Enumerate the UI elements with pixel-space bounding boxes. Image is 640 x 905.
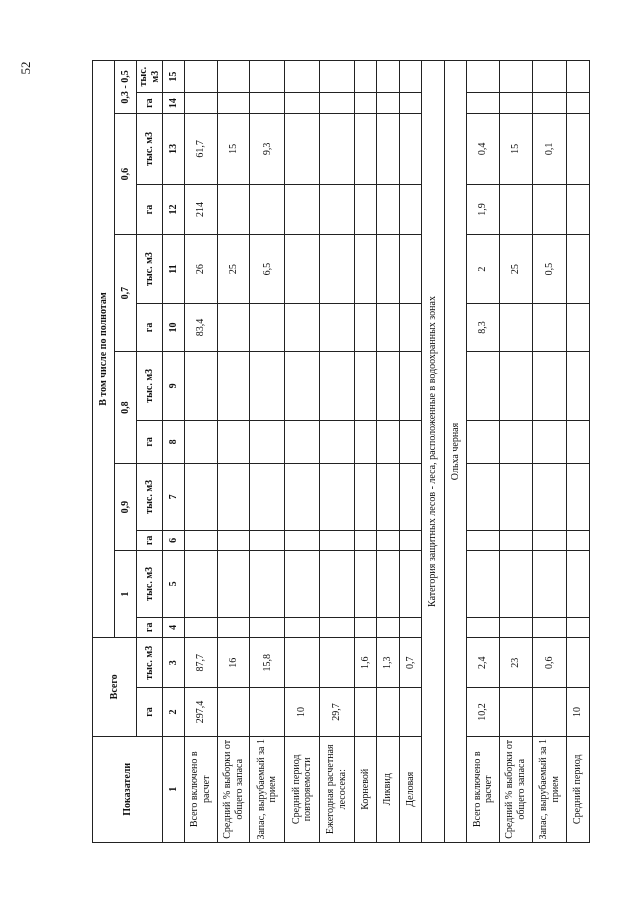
table-cell (285, 303, 320, 351)
table-cell: 10,2 (467, 688, 500, 736)
section-row (422, 61, 445, 843)
column-number: 14 (163, 93, 185, 114)
table-cell (354, 235, 377, 304)
table-cell (567, 464, 590, 530)
table-cell (467, 551, 500, 617)
column-number: 2 (163, 688, 185, 736)
table-cell (377, 351, 400, 420)
table-cell (532, 617, 567, 638)
table-cell (250, 551, 285, 617)
table-cell (532, 420, 567, 464)
table-cell (285, 113, 320, 184)
table-cell (250, 617, 285, 638)
table-cell (319, 184, 354, 234)
table-cell (217, 464, 250, 530)
column-number: 12 (163, 184, 185, 234)
table-cell (467, 617, 500, 638)
page-number: 52 (18, 61, 33, 75)
table-cell (499, 351, 532, 420)
table-cell (399, 303, 422, 351)
table-cell (567, 303, 590, 351)
table-cell (354, 464, 377, 530)
table-cell (377, 688, 400, 736)
unit-volume-header: тыс. м3 (137, 551, 163, 617)
table-row (285, 61, 320, 843)
density-header: 0,8 (115, 351, 137, 463)
unit-ha-header: га (137, 420, 163, 464)
density-header: 0,6 (115, 113, 137, 234)
table-cell (354, 303, 377, 351)
table-cell: 0,7 (399, 638, 422, 688)
table-cell (319, 351, 354, 420)
table-cell (377, 303, 400, 351)
species-caption: Ольха черная (444, 61, 467, 843)
table-cell (377, 464, 400, 530)
table-cell (217, 61, 250, 93)
table-cell (399, 113, 422, 184)
table-cell (499, 61, 532, 93)
table-cell (399, 617, 422, 638)
table-cell (567, 530, 590, 551)
table-cell: 8,3 (467, 303, 500, 351)
table-cell (354, 351, 377, 420)
table-cell (532, 61, 567, 93)
table-cell (377, 113, 400, 184)
column-number: 4 (163, 617, 185, 638)
unit-volume-header: тыс. м3 (137, 235, 163, 304)
table-cell (399, 93, 422, 114)
unit-volume-header: тыс. м3 (137, 638, 163, 688)
table-cell (499, 420, 532, 464)
table-cell (467, 93, 500, 114)
row-label: Ликвид (377, 736, 400, 842)
table-cell: 0,1 (532, 113, 567, 184)
row-label: Запас, вырубаемый за 1 прием (250, 736, 285, 842)
table-cell (567, 235, 590, 304)
table-cell (319, 551, 354, 617)
table-cell (377, 184, 400, 234)
table-row (567, 61, 590, 843)
table-cell: 6,5 (250, 235, 285, 304)
table-cell (185, 351, 218, 420)
table-cell (399, 530, 422, 551)
table-cell (319, 638, 354, 688)
table-cell: 0,4 (467, 113, 500, 184)
table-cell (250, 184, 285, 234)
row-label: Корневой (354, 736, 377, 842)
table-cell (567, 617, 590, 638)
table-cell (285, 420, 320, 464)
table-row (532, 61, 567, 843)
table-cell (285, 93, 320, 114)
table-cell: 297,4 (185, 688, 218, 736)
header-total: Всего (93, 638, 137, 736)
table-cell: 0,6 (532, 638, 567, 688)
table-cell (567, 420, 590, 464)
table-cell (285, 530, 320, 551)
row-label: Средний период повторяемости (285, 736, 320, 842)
row-label: Всего включено в расчет (467, 736, 500, 842)
table-cell (285, 638, 320, 688)
table-cell (377, 617, 400, 638)
table-cell (499, 530, 532, 551)
table-body-main (185, 61, 590, 843)
table-cell: 15 (499, 113, 532, 184)
table-cell (399, 61, 422, 93)
table-cell: 214 (185, 184, 218, 234)
unit-ha-header: га (137, 530, 163, 551)
table-cell: 26 (185, 235, 218, 304)
table-cell (532, 184, 567, 234)
row-label: Деловая (399, 736, 422, 842)
table-cell (217, 551, 250, 617)
table-row (377, 61, 400, 843)
column-number: 15 (163, 61, 185, 93)
table-cell: 10 (567, 688, 590, 736)
table-cell (499, 184, 532, 234)
table-cell (399, 235, 422, 304)
table-cell (319, 420, 354, 464)
table-cell (217, 530, 250, 551)
unit-header-row (137, 61, 163, 843)
table-cell (499, 303, 532, 351)
table-cell (250, 688, 285, 736)
column-number-row (163, 61, 185, 843)
table-cell (532, 93, 567, 114)
column-number: 13 (163, 113, 185, 184)
unit-ha-header: га (137, 303, 163, 351)
table-cell (250, 93, 285, 114)
table-cell (354, 688, 377, 736)
table-cell: 23 (499, 638, 532, 688)
unit-volume-header: тыс. м3 (137, 113, 163, 184)
table-row (399, 61, 422, 843)
column-number: 3 (163, 638, 185, 688)
table-cell (217, 303, 250, 351)
table-cell (532, 688, 567, 736)
table-cell (217, 351, 250, 420)
table-cell (250, 61, 285, 93)
unit-volume-header: тыс. м3 (137, 61, 163, 93)
table-cell (467, 351, 500, 420)
table-cell (399, 464, 422, 530)
table-row (250, 61, 285, 843)
table-cell (250, 464, 285, 530)
unit-ha-header: га (137, 617, 163, 638)
table-cell (185, 420, 218, 464)
table-cell (285, 617, 320, 638)
column-number: 5 (163, 551, 185, 617)
table-cell (354, 113, 377, 184)
table-cell (377, 420, 400, 464)
table-cell: 1,9 (467, 184, 500, 234)
table-cell (185, 551, 218, 617)
table-row (185, 61, 218, 843)
table-cell (532, 351, 567, 420)
table-cell (467, 61, 500, 93)
density-header: 0,3 - 0,5 (115, 61, 137, 114)
table-cell (185, 61, 218, 93)
table-cell (399, 551, 422, 617)
section-row (444, 61, 467, 843)
table-cell: 10 (285, 688, 320, 736)
table-cell (354, 93, 377, 114)
table-cell (354, 530, 377, 551)
table-cell (319, 61, 354, 93)
table-cell (377, 530, 400, 551)
table-cell: 15 (217, 113, 250, 184)
row-label: Запас, вырубаемый за 1 прием (532, 736, 567, 842)
table-cell (532, 464, 567, 530)
row-label: Средний период (567, 736, 590, 842)
table-cell (467, 464, 500, 530)
column-number: 9 (163, 351, 185, 420)
table-cell (377, 93, 400, 114)
table-cell (250, 351, 285, 420)
table-cell (567, 638, 590, 688)
table-cell: 1,3 (377, 638, 400, 688)
table-cell (399, 184, 422, 234)
column-number: 10 (163, 303, 185, 351)
table-cell (217, 93, 250, 114)
table-cell (319, 93, 354, 114)
table-cell (499, 551, 532, 617)
table-row (217, 61, 250, 843)
table-cell (285, 551, 320, 617)
table-cell (499, 688, 532, 736)
column-number: 7 (163, 464, 185, 530)
table-cell (567, 184, 590, 234)
table-cell (185, 464, 218, 530)
row-label: Средний % выборки от общего запаса (499, 736, 532, 842)
table-cell (285, 235, 320, 304)
table-cell (319, 303, 354, 351)
table-cell (499, 464, 532, 530)
table-cell (467, 420, 500, 464)
row-label: Всего включено в расчет (185, 736, 218, 842)
cutting-calculation-table (92, 60, 590, 843)
table-cell (217, 617, 250, 638)
table-cell (377, 61, 400, 93)
table-cell (467, 530, 500, 551)
table-cell (377, 551, 400, 617)
table-cell: 1,6 (354, 638, 377, 688)
table-row (319, 61, 354, 843)
table-cell (285, 464, 320, 530)
table-cell (285, 61, 320, 93)
table-cell: 15,8 (250, 638, 285, 688)
table-cell (567, 93, 590, 114)
density-header: 0,7 (115, 235, 137, 352)
table-cell (499, 617, 532, 638)
table-cell (250, 303, 285, 351)
table-cell: 25 (217, 235, 250, 304)
table-cell: 87,7 (185, 638, 218, 688)
header-indicators: Показатели (93, 736, 163, 842)
table-cell (185, 530, 218, 551)
table-cell (185, 93, 218, 114)
table-cell (567, 551, 590, 617)
table-cell (354, 617, 377, 638)
table-cell (354, 551, 377, 617)
table-cell (250, 420, 285, 464)
table-row (499, 61, 532, 843)
table-cell (250, 530, 285, 551)
table-cell (567, 351, 590, 420)
density-header: 1 (115, 551, 137, 638)
density-header: 0,9 (115, 464, 137, 551)
table-cell: 16 (217, 638, 250, 688)
table-cell (354, 184, 377, 234)
unit-ha-header: га (137, 93, 163, 114)
table-cell (399, 420, 422, 464)
table-cell (532, 530, 567, 551)
table-cell: 0,5 (532, 235, 567, 304)
table-cell: 2,4 (467, 638, 500, 688)
header-by-density: В том числе по полнотам (93, 61, 115, 638)
table-cell: 9,3 (250, 113, 285, 184)
table-cell (399, 688, 422, 736)
column-number: 11 (163, 235, 185, 304)
unit-volume-header: тыс. м3 (137, 464, 163, 530)
table-cell: 25 (499, 235, 532, 304)
table-cell (532, 303, 567, 351)
table-cell (354, 420, 377, 464)
table-cell (567, 113, 590, 184)
table-cell (499, 93, 532, 114)
table-cell (285, 184, 320, 234)
unit-volume-header: тыс. м3 (137, 351, 163, 420)
table-cell: 29,7 (319, 688, 354, 736)
table-cell (354, 61, 377, 93)
table-cell (285, 351, 320, 420)
table-cell (217, 420, 250, 464)
unit-ha-header: га (137, 184, 163, 234)
rotated-table-container (92, 60, 590, 843)
category-caption: Категория защитных лесов - леса, расположенные в водоохранных зонах (422, 61, 445, 843)
column-number: 1 (163, 736, 185, 842)
table-cell: 2 (467, 235, 500, 304)
table-cell: 83,4 (185, 303, 218, 351)
row-label: Ежегодная расчетная лесосека: (319, 736, 354, 842)
table-cell (567, 61, 590, 93)
table-cell (319, 113, 354, 184)
table-cell (377, 235, 400, 304)
table-cell (319, 464, 354, 530)
table-cell (399, 351, 422, 420)
table-cell (185, 617, 218, 638)
table-cell (217, 688, 250, 736)
table-row (354, 61, 377, 843)
column-number: 8 (163, 420, 185, 464)
table-cell (532, 551, 567, 617)
unit-ha-header: га (137, 688, 163, 736)
column-number: 6 (163, 530, 185, 551)
table-cell (319, 617, 354, 638)
table-cell (217, 184, 250, 234)
table-row (467, 61, 500, 843)
table-cell (319, 530, 354, 551)
table-cell (319, 235, 354, 304)
table-cell: 61,7 (185, 113, 218, 184)
row-label: Средний % выборки от общего запаса (217, 736, 250, 842)
